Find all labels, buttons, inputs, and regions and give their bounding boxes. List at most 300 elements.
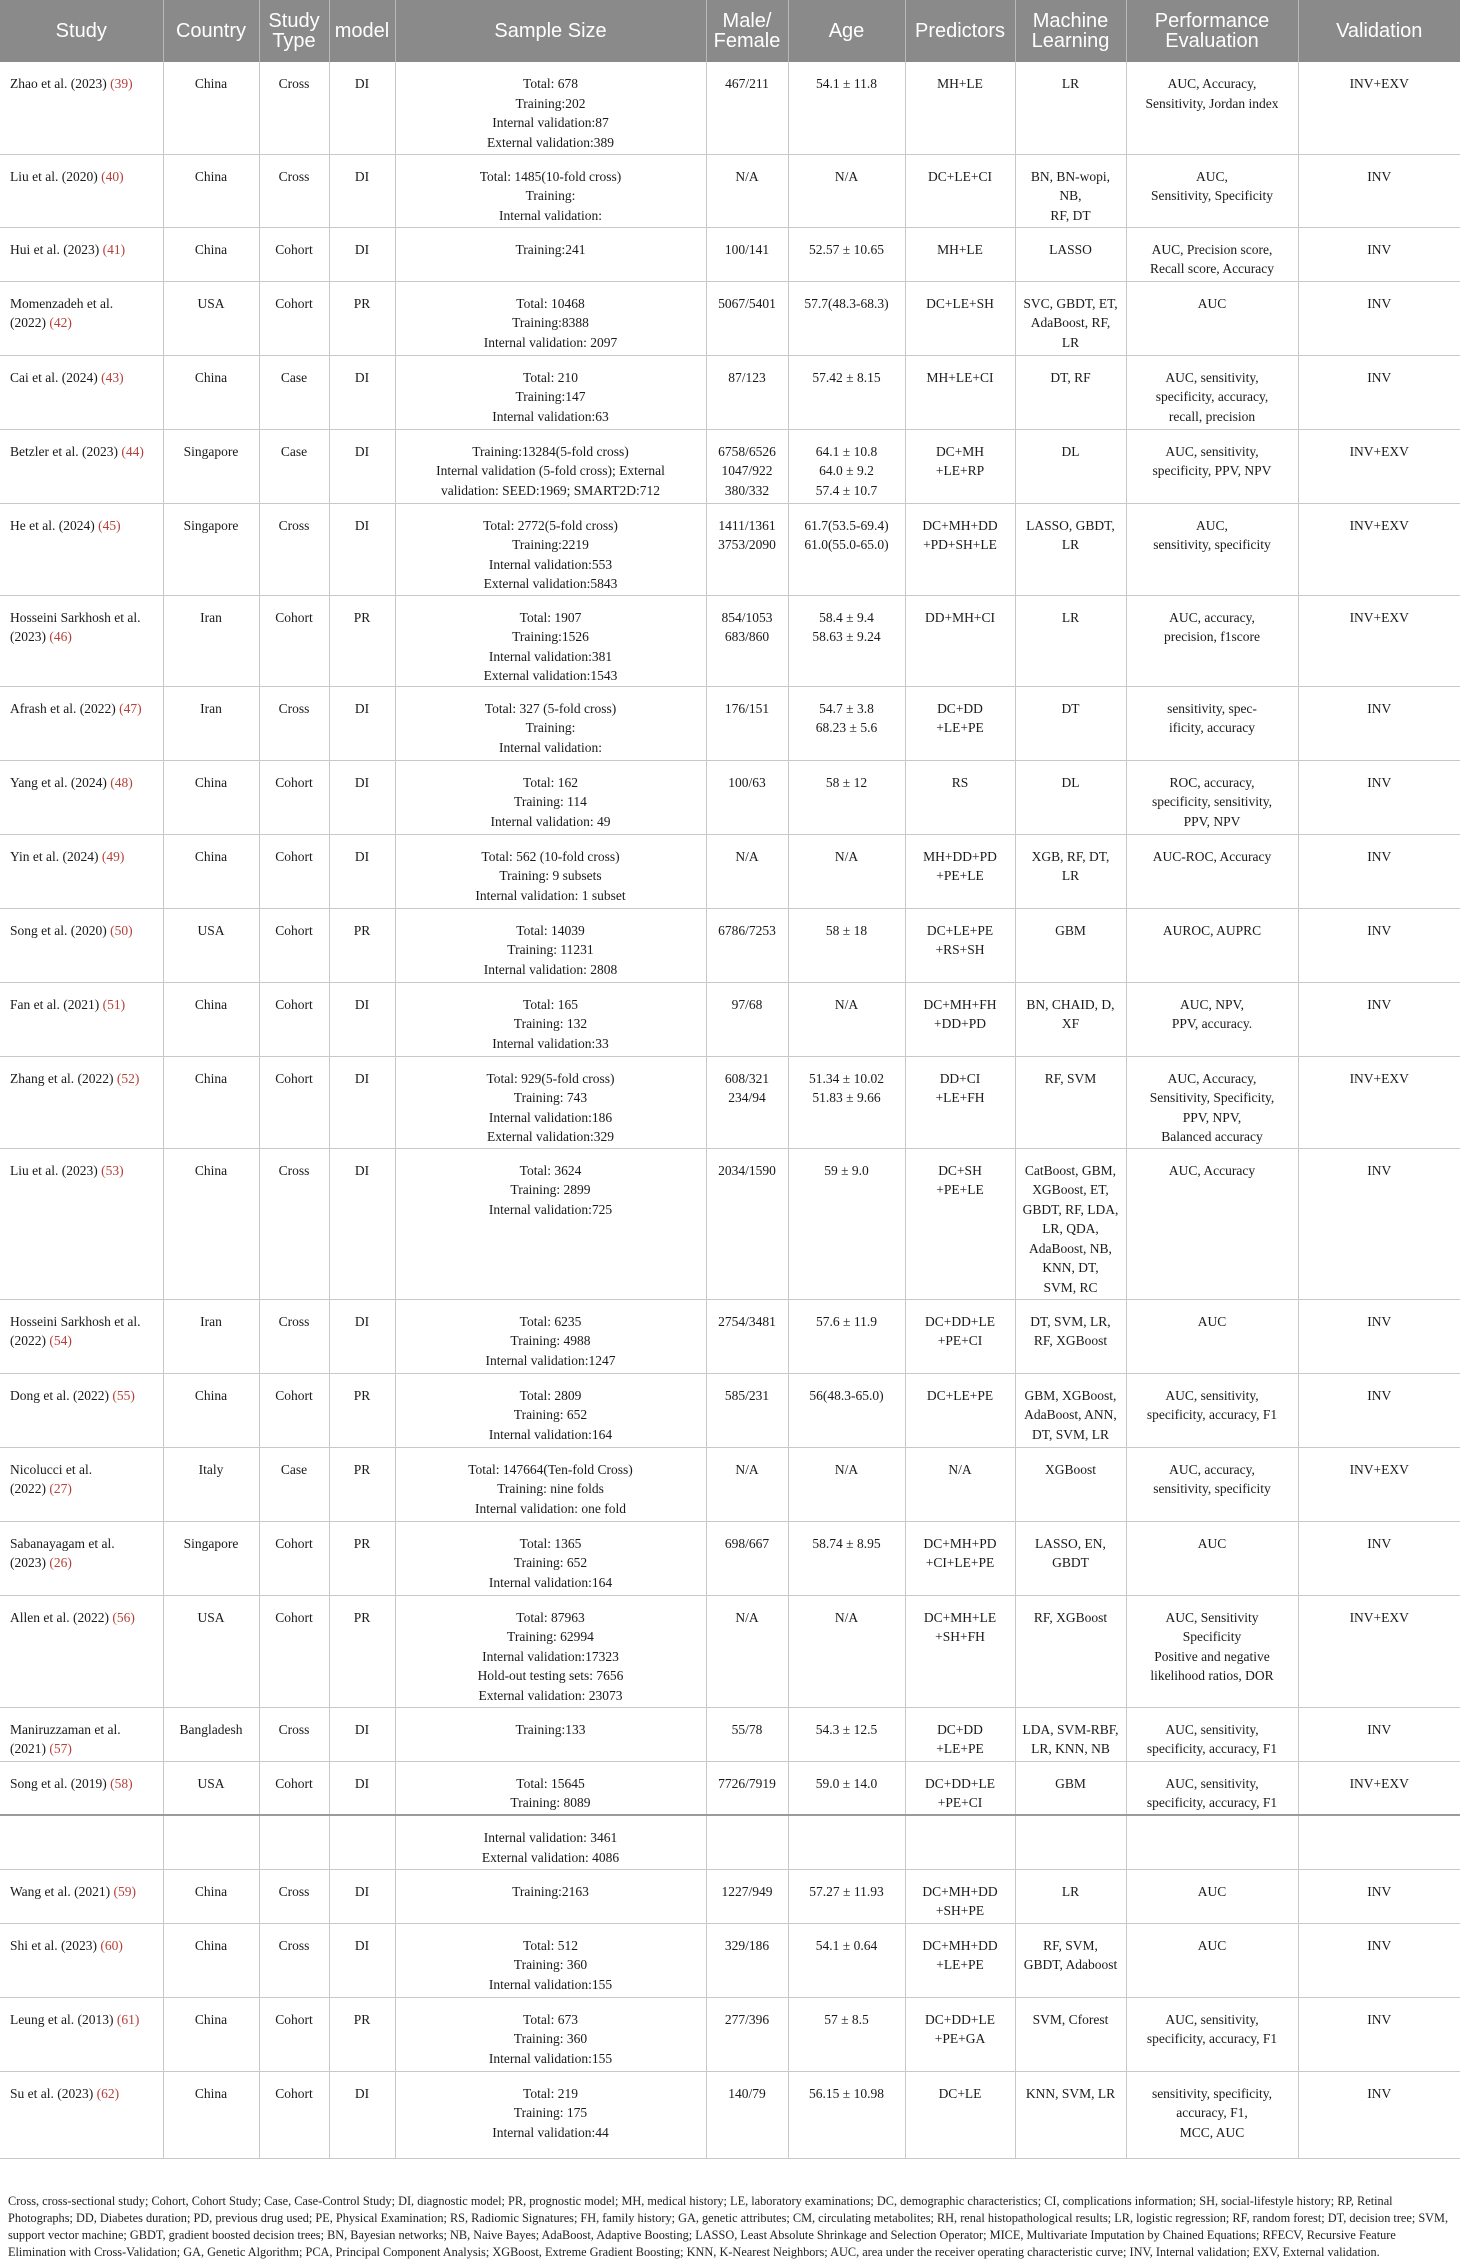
cell-country: USA	[163, 1595, 259, 1707]
cell-model: DI	[329, 503, 395, 595]
reference-link[interactable]: (40)	[101, 168, 124, 184]
cell-performance-evaluation	[1126, 760, 1298, 834]
cell-study-type: Cross	[259, 1869, 329, 1923]
cell-predictors	[905, 834, 1015, 908]
cell-sample-size	[395, 2071, 706, 2158]
table-footnote: Cross, cross-sectional study; Cohort, Cohort Study; Case, Case-Control Study; DI, diagnostic model; PR, prognostic model; MH, medical history; LE, laboratory examinations; DC, demographic characteristics; CI, complications information; SH, social-lifestyle history; RP, Retinal Photographs; DD, Diabetes duration; PD, previous drug used; PE, Physical Examination; RS, Radiomic Signatures; FH, family history; GA, genetic attributes; CM, circulating metabolites; RH, renal histopathological results; LR, logistic regression; RF, random forest; DT, decision tree; SVM, support vector machine; GBDT, gradient boosted decision trees; BN, Bayesian networks; NB, Naive Bayes; AdaBoost, Adaptive Boosting; LASSO, Least Absolute Shrinkage and Selection Operator; MICE, Multivariate Imputation by Chained Equations; RFECV, Recursive Feature Elimination with Cross-Validation; GA, Genetic Algorithm; PCA, Principal Component Analysis; XGBoost, Extreme Gradient Boosting; KNN, K-Nearest Neighbors; AUC, area under the receiver operating characteristic curve; INV, Internal validation; EXV, External validation.	[8, 2194, 1449, 2259]
table-row	[0, 281, 1460, 355]
cell-performance-evaluation	[1126, 2071, 1298, 2158]
cell-machine-learning-line: RF, XGBoost	[1033, 1609, 1108, 1625]
study-name: (2022)	[10, 315, 50, 330]
cell-predictors-line: DC+LE+SH	[926, 295, 994, 311]
cell-sample-size-line: Internal validation:17323	[482, 1648, 619, 1664]
reference-link[interactable]: (43)	[101, 369, 124, 385]
cell-sample-size-line: Internal validation: 2097	[483, 334, 618, 350]
cell-male-female-line: 3753/2090	[718, 537, 776, 552]
reference-link[interactable]: (57)	[49, 1741, 72, 1756]
cell-sample-size-line: Training: 132	[513, 1016, 588, 1031]
table-row	[0, 834, 1460, 908]
cell-study-line: Hosseini Sarkhosh et al.	[10, 609, 141, 625]
cell-performance-evaluation-line: AUC, Accuracy,	[1167, 1070, 1257, 1086]
cell-sample-size-line: Training: 9 subsets	[499, 868, 602, 883]
cell-male-female-line: 698/667	[724, 1535, 770, 1551]
cell-age	[788, 760, 905, 834]
cell-validation: INV	[1298, 1299, 1460, 1373]
table-row	[0, 1148, 1460, 1299]
table-body	[0, 62, 1460, 2158]
cell-age	[788, 62, 905, 154]
cell-male-female-line: 2034/1590	[718, 1162, 776, 1178]
reference-link[interactable]: (62)	[96, 2085, 120, 2101]
cell-study-line	[10, 2010, 157, 2030]
header-performance-evaluation: Performance Evaluation	[1126, 0, 1298, 62]
cell-performance-evaluation	[1126, 1148, 1298, 1299]
reference-link[interactable]: (47)	[119, 700, 142, 716]
cell-study-line	[10, 1882, 157, 1902]
cell-performance-evaluation-line: AUC	[1197, 1535, 1227, 1551]
cell-study	[0, 1923, 163, 1997]
cell-machine-learning	[1015, 1373, 1126, 1447]
cell-sample-size-line: Internal validation: 3461	[483, 1830, 618, 1845]
study-name: Dong et al. (2022)	[10, 1387, 113, 1403]
cell-predictors	[905, 227, 1015, 281]
cell-predictors-line: +SH+FH	[935, 1629, 985, 1644]
study-name: Leung et al. (2013)	[10, 2011, 117, 2027]
cell-sample-size	[395, 1707, 706, 1761]
cell-performance-evaluation-line: precision, f1score	[1164, 629, 1260, 644]
cell-sample-size-line: Total: 147664(Ten-fold Cross)	[468, 1461, 633, 1477]
cell-male-female-line: N/A	[735, 1461, 759, 1477]
cell-age-line: 57 ± 8.5	[824, 2011, 869, 2027]
reference-link[interactable]: (52)	[116, 1070, 140, 1086]
cell-male-female-line: N/A	[735, 168, 759, 184]
reference-link[interactable]: (61)	[116, 2011, 140, 2027]
cell-country: USA	[163, 1761, 259, 1815]
cell-study-type: Cohort	[259, 1595, 329, 1707]
cell-age	[788, 1373, 905, 1447]
reference-link[interactable]: (44)	[121, 443, 144, 459]
cell-country: China	[163, 355, 259, 429]
cell-male-female-line: N/A	[735, 848, 759, 864]
cell-predictors-line: +DD+PD	[934, 1016, 986, 1031]
cell-machine-learning-line: GBDT, Adaboost	[1023, 1957, 1118, 1972]
cell-model: DI	[329, 1869, 395, 1923]
cell-performance-evaluation	[1126, 227, 1298, 281]
cell-age-line: 54.1 ± 0.64	[815, 1937, 878, 1953]
study-name: (2023)	[10, 629, 50, 644]
cell-performance-evaluation-line: Recall score, Accuracy	[1149, 261, 1275, 276]
cell-country: China	[163, 834, 259, 908]
cell-predictors-line: +PE+LE	[936, 868, 984, 883]
cell-study-type: Cohort	[259, 1761, 329, 1815]
reference-link[interactable]: (54)	[49, 1333, 72, 1348]
cell-validation: INV+EXV	[1298, 1761, 1460, 1815]
cell-machine-learning	[1015, 503, 1126, 595]
cell-machine-learning	[1015, 1707, 1126, 1761]
cell-validation: INV+EXV	[1298, 1447, 1460, 1521]
cell-machine-learning-line: SVM, Cforest	[1032, 2011, 1109, 2027]
cell-male-female-line: 234/94	[728, 1090, 766, 1105]
reference-link[interactable]: (46)	[49, 629, 72, 644]
cell-male-female-line: 380/332	[724, 482, 770, 498]
cell-performance-evaluation	[1126, 834, 1298, 908]
table-row	[0, 1521, 1460, 1595]
study-name: Yin et al. (2024)	[10, 848, 102, 864]
cell-sample-size-line: Internal validation:164	[488, 1574, 613, 1590]
cell-predictors-line: DC+DD	[937, 700, 983, 716]
study-name: (2022)	[10, 1333, 50, 1348]
cell-sample-size-line: Training: nine folds	[497, 1481, 604, 1496]
cell-predictors-line: +LE+PE	[936, 1957, 984, 1972]
cell-predictors	[905, 1815, 1015, 1869]
cell-sample-size	[395, 595, 706, 686]
cell-sample-size	[395, 1447, 706, 1521]
cell-predictors	[905, 503, 1015, 595]
cell-predictors-line: DC+LE	[938, 2085, 982, 2101]
cell-sample-size-line: Training:	[525, 720, 576, 735]
cell-performance-evaluation-line: recall, precision	[1168, 408, 1256, 424]
reference-link[interactable]: (56)	[112, 1609, 135, 1625]
cell-machine-learning	[1015, 1148, 1126, 1299]
cell-study	[0, 908, 163, 982]
cell-predictors-line: DC+MH+DD	[922, 1883, 998, 1899]
cell-performance-evaluation-line: Sensitivity, Jordan index	[1145, 95, 1279, 111]
cell-validation: INV	[1298, 281, 1460, 355]
cell-study-type: Cohort	[259, 982, 329, 1056]
cell-study-line	[10, 2084, 157, 2104]
cell-age-line: 57.6 ± 11.9	[816, 1313, 877, 1329]
cell-performance-evaluation	[1126, 355, 1298, 429]
cell-predictors-line: N/A	[948, 1461, 972, 1477]
cell-sample-size-line: Training: 652	[513, 1407, 588, 1422]
cell-machine-learning	[1015, 908, 1126, 982]
cell-predictors-line: +PE+LE	[936, 1182, 984, 1197]
cell-age	[788, 1447, 905, 1521]
cell-machine-learning-line: GBM	[1055, 1775, 1086, 1791]
cell-country	[163, 1815, 259, 1869]
cell-male-female-line: 467/211	[725, 76, 769, 91]
cell-validation: INV	[1298, 982, 1460, 1056]
table-row	[0, 760, 1460, 834]
cell-sample-size-line: Total: 162	[523, 774, 578, 790]
cell-performance-evaluation-line: AUC, sensitivity,	[1165, 1387, 1259, 1403]
cell-country: Singapore	[163, 503, 259, 595]
cell-male-female	[706, 1299, 788, 1373]
cell-male-female-line: 1047/922	[721, 463, 773, 478]
reference-link[interactable]: (49)	[101, 848, 125, 864]
cell-sample-size-line: Training:8388	[512, 315, 589, 330]
cell-validation: INV+EXV	[1298, 595, 1460, 686]
cell-sample-size-line: Internal validation:63	[492, 408, 609, 424]
cell-performance-evaluation-line: specificity, accuracy, F1	[1146, 1741, 1278, 1756]
cell-study	[0, 982, 163, 1056]
cell-machine-learning-line: DL	[1061, 774, 1080, 790]
cell-validation: INV	[1298, 834, 1460, 908]
cell-sample-size	[395, 227, 706, 281]
study-name: Song et al. (2019)	[10, 1775, 111, 1791]
cell-sample-size	[395, 1997, 706, 2071]
cell-model: DI	[329, 1148, 395, 1299]
cell-performance-evaluation-line: likelihood ratios, DOR	[1150, 1668, 1274, 1683]
cell-predictors-line: DC+DD+LE	[925, 1775, 995, 1791]
cell-predictors-line: DC+MH+DD	[922, 517, 998, 533]
cell-sample-size-line: Training: 360	[513, 2031, 588, 2046]
cell-study	[0, 355, 163, 429]
cell-study	[0, 429, 163, 503]
cell-male-female-line: 683/860	[724, 629, 770, 644]
cell-machine-learning-line: LR, QDA,	[1042, 1221, 1099, 1236]
cell-study-line	[10, 847, 157, 867]
reference-link[interactable]: (50)	[110, 922, 133, 938]
cell-sample-size	[395, 355, 706, 429]
cell-predictors-line: +LE+RP	[935, 463, 985, 478]
cell-machine-learning-line: XGBoost, ET,	[1032, 1182, 1109, 1197]
cell-age-line: 64.1 ± 10.8	[815, 443, 878, 459]
study-name: Fan et al. (2021)	[10, 996, 103, 1012]
study-name: (2021)	[10, 1741, 50, 1756]
cell-machine-learning-line: GBM, XGBoost,	[1024, 1387, 1117, 1403]
cell-country: China	[163, 760, 259, 834]
cell-study-line	[10, 74, 157, 94]
cell-performance-evaluation	[1126, 982, 1298, 1056]
cell-sample-size	[395, 1056, 706, 1148]
cell-machine-learning	[1015, 1521, 1126, 1595]
cell-performance-evaluation-line: specificity, accuracy, F1	[1146, 2031, 1278, 2046]
reference-link[interactable]: (55)	[112, 1387, 135, 1403]
cell-predictors	[905, 1299, 1015, 1373]
reference-link[interactable]: (41)	[102, 241, 126, 257]
cell-machine-learning	[1015, 1997, 1126, 2071]
cell-predictors-line: DC+MH	[935, 443, 985, 459]
cell-predictors-line: DC+MH+LE	[923, 1609, 997, 1625]
cell-performance-evaluation-line: AUROC, AUPRC	[1162, 922, 1262, 938]
cell-sample-size-line: External validation:389	[486, 134, 615, 150]
cell-sample-size	[395, 1761, 706, 1815]
reference-link[interactable]: (45)	[98, 517, 121, 533]
cell-machine-learning	[1015, 595, 1126, 686]
cell-age-line: N/A	[834, 168, 859, 184]
cell-machine-learning	[1015, 1815, 1126, 1869]
cell-age-line: 59.0 ± 14.0	[815, 1775, 878, 1791]
study-name: He et al. (2024)	[10, 517, 99, 533]
cell-model: DI	[329, 62, 395, 154]
study-name: Hui et al. (2023)	[10, 241, 103, 257]
cell-validation: INV+EXV	[1298, 1056, 1460, 1148]
cell-study-line	[10, 995, 157, 1015]
cell-study	[0, 1595, 163, 1707]
cell-performance-evaluation	[1126, 154, 1298, 227]
cell-male-female-line: 585/231	[724, 1387, 770, 1403]
cell-predictors	[905, 429, 1015, 503]
cell-sample-size	[395, 1373, 706, 1447]
cell-model: PR	[329, 1997, 395, 2071]
cell-machine-learning-line: AdaBoost, NB,	[1029, 1240, 1112, 1256]
study-name: Allen et al. (2022)	[10, 1609, 113, 1625]
cell-male-female	[706, 595, 788, 686]
cell-sample-size-line: Training:147	[515, 389, 586, 404]
cell-sample-size-line: Total: 673	[523, 2011, 578, 2027]
cell-sample-size-line: Total: 87963	[516, 1609, 585, 1625]
cell-sample-size-line: Total: 562 (10-fold cross)	[481, 848, 620, 864]
cell-age-line: N/A	[834, 1609, 859, 1625]
cell-machine-learning-line: RF, SVM,	[1043, 1937, 1098, 1953]
cell-study	[0, 1869, 163, 1923]
cell-machine-learning-line: DT, RF	[1050, 369, 1091, 385]
cell-country: Bangladesh	[163, 1707, 259, 1761]
cell-machine-learning-line: KNN, DT,	[1042, 1260, 1099, 1275]
cell-predictors	[905, 1595, 1015, 1707]
cell-model: DI	[329, 1056, 395, 1148]
cell-age-line: 57.7(48.3-68.3)	[804, 295, 889, 311]
cell-predictors	[905, 982, 1015, 1056]
cell-study-type: Cohort	[259, 1997, 329, 2071]
cell-machine-learning-line: AdaBoost, ANN,	[1024, 1407, 1117, 1422]
cell-country: China	[163, 1869, 259, 1923]
study-name: Betzler et al. (2023)	[10, 443, 122, 459]
cell-country: Iran	[163, 686, 259, 760]
cell-sample-size	[395, 154, 706, 227]
cell-machine-learning-line: GBDT, RF, LDA,	[1022, 1201, 1119, 1217]
cell-age-line: 57.27 ± 11.93	[809, 1883, 884, 1899]
cell-machine-learning-line: RF, DT	[1050, 207, 1091, 223]
cell-study-line: Momenzadeh et al.	[10, 295, 114, 311]
cell-predictors	[905, 1869, 1015, 1923]
header-male-female: Male/ Female	[706, 0, 788, 62]
reference-link[interactable]: (58)	[110, 1775, 133, 1791]
cell-study-type: Cross	[259, 1148, 329, 1299]
cell-model: PR	[329, 1447, 395, 1521]
cell-machine-learning	[1015, 2071, 1126, 2158]
cell-validation: INV+EXV	[1298, 1595, 1460, 1707]
cell-machine-learning	[1015, 62, 1126, 154]
cell-machine-learning-line: LR	[1061, 76, 1080, 91]
cell-predictors-line: +PE+CI	[937, 1333, 983, 1348]
cell-male-female	[706, 686, 788, 760]
cell-machine-learning	[1015, 355, 1126, 429]
cell-male-female-line: 2754/3481	[718, 1313, 776, 1329]
reference-link[interactable]: (48)	[110, 774, 133, 790]
cell-sample-size-line: External validation:329	[486, 1129, 615, 1144]
cell-sample-size-line: Internal validation: 1 subset	[475, 887, 626, 903]
cell-predictors-line: +PE+GA	[934, 2031, 986, 2046]
cell-sample-size	[395, 1148, 706, 1299]
cell-sample-size-line: Training:202	[515, 95, 586, 111]
cell-sample-size-line: Internal validation:87	[492, 115, 609, 130]
cell-performance-evaluation-line: AUC	[1197, 1937, 1227, 1953]
cell-study-type: Cohort	[259, 908, 329, 982]
cell-country: Singapore	[163, 429, 259, 503]
reference-link[interactable]: (53)	[101, 1162, 124, 1178]
cell-performance-evaluation-line: AUC, sensitivity,	[1165, 369, 1259, 385]
cell-performance-evaluation-line: AUC-ROC, Accuracy	[1152, 848, 1272, 864]
header-predictors: Predictors	[905, 0, 1015, 62]
cell-male-female	[706, 429, 788, 503]
cell-machine-learning	[1015, 227, 1126, 281]
cell-study-line	[10, 313, 157, 333]
cell-performance-evaluation-line: AUC	[1197, 1313, 1227, 1329]
cell-age	[788, 227, 905, 281]
cell-machine-learning	[1015, 1056, 1126, 1148]
cell-age	[788, 281, 905, 355]
cell-predictors-line: DC+SH	[938, 1162, 982, 1178]
cell-age	[788, 982, 905, 1056]
cell-sample-size-line: Hold-out testing sets: 7656	[477, 1668, 624, 1683]
cell-country: Singapore	[163, 1521, 259, 1595]
cell-male-female-line: 329/186	[724, 1937, 770, 1953]
cell-age-line: 61.7(53.5-69.4)	[804, 517, 889, 533]
cell-male-female	[706, 1056, 788, 1148]
cell-study-type: Cohort	[259, 1056, 329, 1148]
cell-male-female	[706, 154, 788, 227]
cell-sample-size-line: Training:2163	[512, 1883, 589, 1899]
cell-sample-size-line: Internal validation:186	[488, 1109, 613, 1125]
cell-predictors-line: DC+LE+PE	[926, 922, 994, 938]
reference-link[interactable]: (51)	[102, 996, 126, 1012]
cell-machine-learning	[1015, 834, 1126, 908]
cell-study	[0, 1521, 163, 1595]
cell-age-line: 58.74 ± 8.95	[812, 1535, 881, 1551]
cell-male-female	[706, 1761, 788, 1815]
cell-study-line: Hosseini Sarkhosh et al.	[10, 1313, 141, 1329]
cell-male-female	[706, 503, 788, 595]
cell-predictors	[905, 1997, 1015, 2071]
reference-link[interactable]: (42)	[49, 315, 72, 330]
cell-model: DI	[329, 834, 395, 908]
cell-performance-evaluation-line: specificity, PPV, NPV	[1152, 463, 1272, 478]
cell-sample-size-line: Internal validation:725	[488, 1201, 613, 1217]
cell-machine-learning	[1015, 1299, 1126, 1373]
cell-performance-evaluation	[1126, 1869, 1298, 1923]
cell-study-line	[10, 1386, 157, 1406]
cell-validation: INV+EXV	[1298, 62, 1460, 154]
table-row	[0, 227, 1460, 281]
cell-model: PR	[329, 595, 395, 686]
cell-performance-evaluation-line: AUC, sensitivity,	[1165, 1775, 1259, 1791]
cell-validation: INV	[1298, 908, 1460, 982]
cell-age-line: 54.1 ± 11.8	[816, 76, 877, 91]
cell-study-line: Maniruzzaman et al.	[10, 1721, 121, 1737]
reference-link[interactable]: (60)	[100, 1937, 123, 1953]
cell-performance-evaluation-line: Sensitivity, Specificity,	[1149, 1090, 1275, 1105]
cell-country: China	[163, 2071, 259, 2158]
table-row	[0, 1373, 1460, 1447]
cell-predictors-line: DC+MH+DD	[922, 1937, 998, 1953]
study-name: (2023)	[10, 1555, 50, 1570]
cell-male-female-line: 854/1053	[721, 609, 773, 625]
cell-validation: INV	[1298, 1373, 1460, 1447]
cell-age	[788, 355, 905, 429]
table-row	[0, 1447, 1460, 1521]
cell-predictors	[905, 1056, 1015, 1148]
cell-male-female-line: 7726/7919	[718, 1775, 776, 1791]
reference-link[interactable]: (39)	[110, 76, 133, 91]
cell-male-female	[706, 281, 788, 355]
cell-sample-size-line: Total: 2809	[519, 1387, 582, 1403]
cell-sample-size-line: Total: 1907	[519, 609, 582, 625]
reference-link[interactable]: (26)	[49, 1555, 72, 1570]
cell-machine-learning-line: LASSO	[1049, 241, 1092, 257]
cell-sample-size-line: Total: 210	[523, 369, 578, 385]
reference-link[interactable]: (27)	[49, 1481, 72, 1496]
cell-male-female	[706, 1447, 788, 1521]
cell-age-line: N/A	[834, 996, 859, 1012]
table-row	[0, 1056, 1460, 1148]
cell-predictors-line: +CI+LE+PE	[925, 1555, 995, 1570]
cell-machine-learning-line: DL	[1061, 443, 1080, 459]
cell-sample-size-line: Internal validation:	[498, 207, 603, 223]
reference-link[interactable]: (59)	[113, 1883, 137, 1899]
cell-performance-evaluation-line: AUC, accuracy,	[1169, 1461, 1255, 1477]
